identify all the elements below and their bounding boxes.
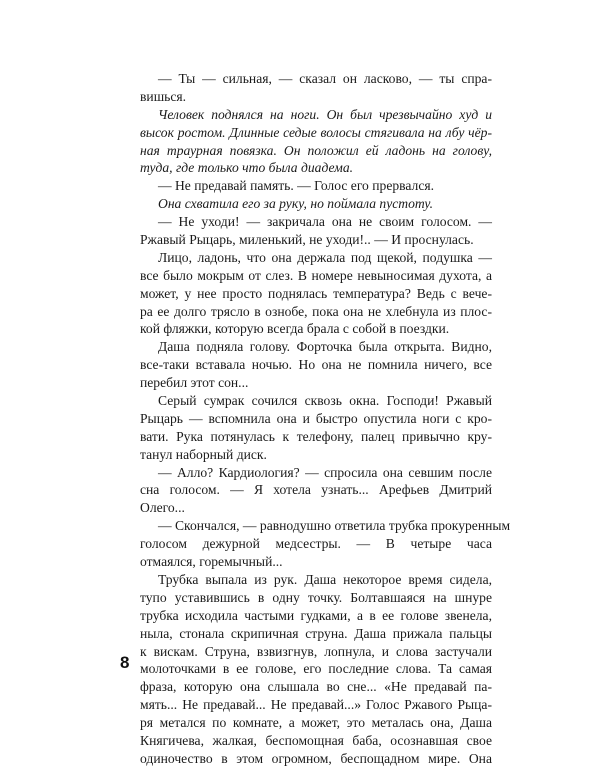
text-line: ра ее долго трясло в ознобе, пока она не хлебнула из плос- [140,303,492,319]
text-line: ныла, стонала скрипичная струна. Даша прижала пальцы [140,625,492,641]
text-line: Лицо, ладонь, что она держала под щекой, подушка — [158,249,492,265]
text-line: перебил этот сон... [140,375,249,391]
text-line: танул наборный диск. [140,446,267,462]
text-line: мять... Не предавай... Не предавай...» Голос Ржавого Рыца- [140,697,492,713]
text-line: одиночество в этом огромном, беспощадном мире. Она [140,750,492,766]
text-line: ря метался по комнате, а может, это металась она, Даша [140,715,492,731]
text-line: Олего... [140,500,185,516]
text-line: туда, где только что была диадема. [140,160,354,176]
text-line: вати. Рука потянулась к телефону, палец привычно кру- [140,428,492,444]
text-line: Она схватила его за руку, но поймала пустоту. [158,196,433,212]
book-page-text [140,70,511,768]
text-line: голосом дежурной медсестры. — В четыре часа [140,536,492,552]
text-line: Серый сумрак сочился сквозь окна. Господи! Ржавый [158,393,492,409]
text-line: может, у нее просто поднялась температура? Ведь с вече- [140,285,492,301]
text-line: высок ростом. Длинные седые волосы стягивала на лбу чёр- [140,124,492,140]
text-line: — Не уходи! — закричала она не своим голосом. — [158,214,492,230]
text-line: вишься. [140,88,187,104]
page-number: 8 [120,653,130,672]
text-line: к вискам. Струна, взвизгнув, лопнула, и слова застучали [140,643,492,659]
text-line: фраза, которую она слышала во сне... «Не предавай па- [140,679,492,695]
text-line: Трубка выпала из рук. Даша некоторое время сидела, [158,571,492,587]
text-line: Человек поднялся на ноги. Он был чрезвычайно худ и [158,106,492,122]
text-line: отмаялся, горемычный... [140,554,283,570]
text-line: — Не предавай память. — Голос его прервался. [158,178,435,194]
text-line: Даша подняла голову. Форточка была открыта. Видно, [158,339,492,355]
text-line: — Алло? Кардиология? — спросила она севшим после [158,464,492,480]
text-line: тупо уставившись в одну точку. Болтавшаяся на шнуре [140,589,492,605]
text-line: молоточками в ее голове, его последние слова. Та самая [140,661,492,677]
text-line: ная траурная повязка. Он положил ей ладонь на голову, [140,142,492,158]
text-line: Княгичева, жалкая, беспомощная баба, осознавшая свое [140,732,492,748]
text-line: все было мокрым от слез. В номере невыносимая духота, а [140,267,492,283]
text-line: — Скончался, — равнодушно ответила трубка прокуренным [158,518,511,534]
text-line: сна голосом. — Я хотела узнать... Арефьев Дмитрий [140,482,492,498]
text-line: трубка исходила частыми гудками, а в ее голове звенела, [140,607,492,623]
text-line: кой фляжки, которую всегда брала с собой в поездки. [140,321,450,337]
text-line: — Ты — сильная, — сказал он ласково, — ты спра- [158,71,492,86]
text-line: Рыцарь — вспомнила она и быстро опустила ноги с кро- [140,410,492,426]
text-line: Ржавый Рыцарь, миленький, не уходи!.. — И проснулась. [140,232,474,248]
text-line: все-таки вставала ночью. Но она не помнила ничего, все [140,357,492,373]
